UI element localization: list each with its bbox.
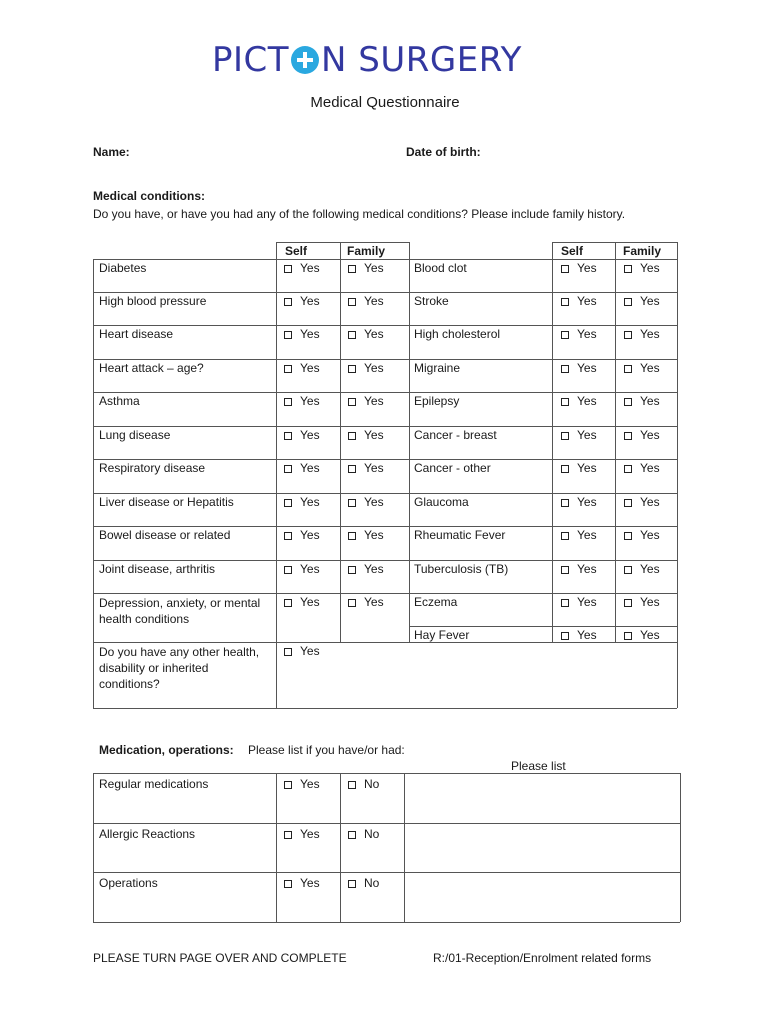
checkbox-icon[interactable] bbox=[561, 298, 569, 306]
checkbox-label: No bbox=[364, 876, 380, 890]
checkbox-icon[interactable] bbox=[284, 365, 292, 373]
yes-label: Yes bbox=[577, 495, 597, 509]
condition-label-right: Epilepsy bbox=[414, 394, 460, 408]
checkbox-icon[interactable] bbox=[284, 532, 292, 540]
checkbox-icon[interactable] bbox=[624, 432, 632, 440]
self-yes-checkbox-left[interactable] bbox=[284, 461, 320, 475]
yes-label: Yes bbox=[364, 595, 384, 609]
condition-label-right: Cancer - breast bbox=[414, 428, 497, 442]
medication-row-label: Allergic Reactions bbox=[99, 827, 196, 841]
self-yes-checkbox-left[interactable] bbox=[284, 428, 320, 442]
checkbox-icon[interactable] bbox=[348, 398, 356, 406]
table-rule bbox=[409, 242, 410, 642]
checkbox-icon[interactable] bbox=[284, 599, 292, 607]
checkbox-icon[interactable] bbox=[561, 632, 569, 640]
checkbox-label: Yes bbox=[300, 876, 320, 890]
yes-label: Yes bbox=[640, 394, 660, 408]
condition-label-right: Rheumatic Fever bbox=[414, 528, 506, 542]
logo-text-left: PICT bbox=[212, 40, 290, 80]
checkbox-icon[interactable] bbox=[561, 265, 569, 273]
checkbox-label: No bbox=[364, 827, 380, 841]
checkbox-icon[interactable] bbox=[561, 465, 569, 473]
checkbox-icon[interactable] bbox=[624, 566, 632, 574]
condition-label-left: High blood pressure bbox=[99, 294, 207, 308]
family-yes-checkbox-left[interactable] bbox=[348, 595, 384, 609]
checkbox-icon[interactable] bbox=[624, 465, 632, 473]
footer-right: R:/01-Reception/Enrolment related forms bbox=[433, 951, 652, 965]
condition-label-left: Heart disease bbox=[99, 327, 174, 341]
self-yes-checkbox-right[interactable] bbox=[561, 595, 597, 609]
table-rule bbox=[93, 526, 677, 527]
self-yes-checkbox-left[interactable] bbox=[284, 294, 320, 308]
condition-label-left: Diabetes bbox=[99, 261, 147, 275]
yes-label: Yes bbox=[640, 562, 660, 576]
yes-label: Yes bbox=[300, 394, 320, 408]
condition-label-right: Stroke bbox=[414, 294, 449, 308]
checkbox-icon[interactable] bbox=[561, 499, 569, 507]
checkbox-icon[interactable] bbox=[348, 499, 356, 507]
checkbox-icon[interactable] bbox=[561, 599, 569, 607]
family-yes-checkbox-left[interactable] bbox=[348, 428, 384, 442]
table-rule bbox=[276, 242, 409, 243]
medication-row-label: Regular medications bbox=[99, 777, 209, 791]
checkbox-icon[interactable] bbox=[624, 365, 632, 373]
self-yes-checkbox-left[interactable] bbox=[284, 595, 320, 609]
table-rule bbox=[276, 242, 277, 708]
table-rule bbox=[93, 359, 677, 360]
other-conditions-question: Do you have any other health, disability or inherited conditions? bbox=[99, 645, 260, 691]
table-rule bbox=[93, 259, 94, 708]
condition-label-left: Asthma bbox=[99, 394, 140, 408]
medication-yes-checkbox[interactable] bbox=[284, 777, 320, 791]
yes-label: Yes bbox=[364, 495, 384, 509]
yes-label: Yes bbox=[640, 327, 660, 341]
checkbox-icon[interactable] bbox=[561, 432, 569, 440]
yes-label: Yes bbox=[300, 644, 320, 658]
family-yes-checkbox-right[interactable] bbox=[624, 428, 660, 442]
family-yes-checkbox-left[interactable] bbox=[348, 327, 384, 341]
family-yes-checkbox-right[interactable] bbox=[624, 495, 660, 509]
checkbox-icon[interactable] bbox=[624, 331, 632, 339]
table-rule bbox=[552, 242, 553, 642]
self-yes-checkbox-right[interactable] bbox=[561, 394, 597, 408]
self-yes-checkbox-left[interactable] bbox=[284, 528, 320, 542]
checkbox-icon[interactable] bbox=[561, 398, 569, 406]
yes-label: Yes bbox=[300, 327, 320, 341]
yes-label: Yes bbox=[577, 461, 597, 475]
checkbox-icon[interactable] bbox=[624, 398, 632, 406]
checkbox-icon[interactable] bbox=[284, 432, 292, 440]
yes-label: Yes bbox=[300, 562, 320, 576]
yes-label: Yes bbox=[364, 294, 384, 308]
checkbox-icon[interactable] bbox=[348, 831, 356, 839]
medication-heading: Medication, operations: bbox=[99, 743, 234, 757]
family-yes-checkbox-right[interactable] bbox=[624, 361, 660, 375]
table-rule bbox=[680, 773, 681, 922]
condition-label-right: Blood clot bbox=[414, 261, 467, 275]
checkbox-icon[interactable] bbox=[561, 365, 569, 373]
yes-label: Yes bbox=[577, 361, 597, 375]
yes-label: Yes bbox=[640, 528, 660, 542]
self-yes-checkbox-left[interactable] bbox=[284, 394, 320, 408]
checkbox-icon[interactable] bbox=[284, 398, 292, 406]
self-yes-checkbox-right[interactable] bbox=[561, 294, 597, 308]
checkbox-icon[interactable] bbox=[284, 499, 292, 507]
self-yes-checkbox-right[interactable] bbox=[561, 528, 597, 542]
self-yes-checkbox-left[interactable] bbox=[284, 327, 320, 341]
checkbox-icon[interactable] bbox=[624, 499, 632, 507]
checkbox-icon[interactable] bbox=[348, 331, 356, 339]
condition-label-left: Lung disease bbox=[99, 428, 171, 442]
yes-label: Yes bbox=[640, 294, 660, 308]
checkbox-icon[interactable] bbox=[284, 298, 292, 306]
yes-label: Yes bbox=[577, 294, 597, 308]
yes-label: Yes bbox=[640, 595, 660, 609]
yes-label: Yes bbox=[577, 528, 597, 542]
checkbox-icon[interactable] bbox=[348, 781, 356, 789]
checkbox-icon[interactable] bbox=[561, 532, 569, 540]
yes-label: Yes bbox=[640, 361, 660, 375]
header-self-left: Self bbox=[285, 244, 308, 258]
checkbox-icon[interactable] bbox=[348, 532, 356, 540]
checkbox-icon[interactable] bbox=[561, 566, 569, 574]
table-rule bbox=[276, 773, 277, 922]
family-yes-checkbox-left[interactable] bbox=[348, 495, 384, 509]
table-rule bbox=[340, 242, 341, 642]
checkbox-icon[interactable] bbox=[624, 632, 632, 640]
yes-label: Yes bbox=[364, 528, 384, 542]
yes-label: Yes bbox=[364, 428, 384, 442]
table-rule bbox=[93, 593, 677, 594]
checkbox-icon[interactable] bbox=[624, 599, 632, 607]
checkbox-icon[interactable] bbox=[348, 880, 356, 888]
checkbox-icon[interactable] bbox=[284, 880, 292, 888]
family-yes-checkbox-right[interactable] bbox=[624, 461, 660, 475]
self-yes-checkbox-left[interactable] bbox=[284, 261, 320, 275]
condition-label-right: Eczema bbox=[414, 595, 458, 609]
medication-no-checkbox[interactable] bbox=[348, 827, 379, 841]
self-yes-checkbox-left[interactable] bbox=[284, 562, 320, 576]
checkbox-icon[interactable] bbox=[561, 331, 569, 339]
checkbox-label: Yes bbox=[300, 777, 320, 791]
condition-label-left: Heart attack – age? bbox=[99, 361, 204, 375]
family-yes-checkbox-right[interactable] bbox=[624, 595, 660, 609]
checkbox-icon[interactable] bbox=[284, 781, 292, 789]
yes-label: Yes bbox=[577, 595, 597, 609]
self-yes-checkbox-right[interactable] bbox=[561, 428, 597, 442]
self-yes-checkbox-right[interactable] bbox=[561, 628, 597, 642]
please-list-label: Please list bbox=[511, 759, 566, 773]
self-yes-checkbox-right[interactable] bbox=[561, 261, 597, 275]
please-list-field[interactable] bbox=[405, 873, 679, 922]
condition-label-left: Depression, anxiety, or mental health conditions bbox=[99, 596, 261, 626]
family-yes-checkbox-left[interactable] bbox=[348, 361, 384, 375]
table-rule bbox=[93, 259, 677, 260]
name-label: Name: bbox=[93, 145, 130, 159]
table-rule bbox=[93, 708, 677, 709]
family-yes-checkbox-right[interactable] bbox=[624, 394, 660, 408]
checkbox-icon[interactable] bbox=[348, 365, 356, 373]
self-yes-checkbox-right[interactable] bbox=[561, 461, 597, 475]
checkbox-icon[interactable] bbox=[624, 298, 632, 306]
checkbox-icon[interactable] bbox=[348, 465, 356, 473]
yes-label: Yes bbox=[364, 327, 384, 341]
condition-label-right: Tuberculosis (TB) bbox=[414, 562, 509, 576]
family-yes-checkbox-left[interactable] bbox=[348, 461, 384, 475]
checkbox-icon[interactable] bbox=[348, 432, 356, 440]
medication-yes-checkbox[interactable] bbox=[284, 827, 320, 841]
checkbox-icon[interactable] bbox=[348, 599, 356, 607]
condition-label-left: Bowel disease or related bbox=[99, 528, 231, 542]
checkbox-icon[interactable] bbox=[284, 331, 292, 339]
self-yes-checkbox-right[interactable] bbox=[561, 495, 597, 509]
table-rule bbox=[615, 242, 616, 642]
yes-label: Yes bbox=[640, 495, 660, 509]
yes-label: Yes bbox=[577, 562, 597, 576]
yes-label: Yes bbox=[640, 628, 660, 642]
yes-label: Yes bbox=[300, 261, 320, 275]
footer-left: PLEASE TURN PAGE OVER AND COMPLETE bbox=[93, 951, 347, 965]
yes-label: Yes bbox=[364, 261, 384, 275]
yes-label: Yes bbox=[300, 361, 320, 375]
family-yes-checkbox-right[interactable] bbox=[624, 261, 660, 275]
condition-label-left: Joint disease, arthritis bbox=[99, 562, 216, 576]
self-yes-checkbox-right[interactable] bbox=[561, 361, 597, 375]
yes-label: Yes bbox=[577, 428, 597, 442]
self-yes-checkbox-left[interactable] bbox=[284, 361, 320, 375]
medical-cross-icon bbox=[291, 46, 319, 74]
medication-no-checkbox[interactable] bbox=[348, 777, 379, 791]
yes-label: Yes bbox=[640, 461, 660, 475]
table-rule bbox=[93, 459, 677, 460]
self-yes-checkbox-right[interactable] bbox=[561, 327, 597, 341]
yes-label: Yes bbox=[364, 394, 384, 408]
checkbox-icon[interactable] bbox=[284, 465, 292, 473]
page-title: Medical Questionnaire bbox=[310, 94, 460, 111]
checkbox-icon[interactable] bbox=[348, 298, 356, 306]
yes-label: Yes bbox=[577, 628, 597, 642]
other-conditions-yes-checkbox[interactable] bbox=[284, 644, 320, 658]
table-rule bbox=[93, 292, 677, 293]
yes-label: Yes bbox=[364, 562, 384, 576]
checkbox-icon[interactable] bbox=[348, 566, 356, 574]
table-rule bbox=[340, 773, 341, 922]
checkbox-icon[interactable] bbox=[284, 648, 292, 656]
medication-row-label: Operations bbox=[99, 876, 158, 890]
condition-label-left: Liver disease or Hepatitis bbox=[99, 495, 234, 509]
table-rule bbox=[93, 325, 677, 326]
condition-label-right: Migraine bbox=[414, 361, 461, 375]
table-rule bbox=[93, 560, 677, 561]
yes-label: Yes bbox=[300, 461, 320, 475]
condition-label-right: Cancer - other bbox=[414, 461, 491, 475]
yes-label: Yes bbox=[640, 428, 660, 442]
condition-label-right: High cholesterol bbox=[414, 327, 501, 341]
checkbox-icon[interactable] bbox=[348, 265, 356, 273]
family-yes-checkbox-left[interactable] bbox=[348, 394, 384, 408]
yes-label: Yes bbox=[577, 261, 597, 275]
header-self-right: Self bbox=[561, 244, 584, 258]
family-yes-checkbox-left[interactable] bbox=[348, 294, 384, 308]
condition-label-left: Respiratory disease bbox=[99, 461, 206, 475]
checkbox-icon[interactable] bbox=[624, 532, 632, 540]
table-rule bbox=[93, 922, 680, 923]
condition-label-right: Hay Fever bbox=[414, 628, 470, 642]
family-yes-checkbox-right[interactable] bbox=[624, 528, 660, 542]
checkbox-icon[interactable] bbox=[284, 566, 292, 574]
header-family-left: Family bbox=[347, 244, 386, 258]
table-rule bbox=[93, 493, 677, 494]
family-yes-checkbox-left[interactable] bbox=[348, 562, 384, 576]
yes-label: Yes bbox=[577, 394, 597, 408]
family-yes-checkbox-left[interactable] bbox=[348, 261, 384, 275]
yes-label: Yes bbox=[300, 595, 320, 609]
medication-no-checkbox[interactable] bbox=[348, 876, 379, 890]
picton-surgery-logo bbox=[212, 40, 558, 80]
checkbox-label: No bbox=[364, 777, 380, 791]
checkbox-icon[interactable] bbox=[284, 831, 292, 839]
family-yes-checkbox-right[interactable] bbox=[624, 327, 660, 341]
family-yes-checkbox-right[interactable] bbox=[624, 562, 660, 576]
self-yes-checkbox-left[interactable] bbox=[284, 495, 320, 509]
dob-label: Date of birth: bbox=[406, 145, 481, 159]
yes-label: Yes bbox=[300, 428, 320, 442]
conditions-heading: Medical conditions: bbox=[93, 189, 206, 203]
yes-label: Yes bbox=[300, 528, 320, 542]
checkbox-label: Yes bbox=[300, 827, 320, 841]
self-yes-checkbox-right[interactable] bbox=[561, 562, 597, 576]
table-rule bbox=[677, 242, 678, 708]
yes-label: Yes bbox=[577, 327, 597, 341]
yes-label: Yes bbox=[364, 361, 384, 375]
table-rule bbox=[93, 642, 677, 643]
header-family-right: Family bbox=[623, 244, 662, 258]
condition-label-right: Glaucoma bbox=[414, 495, 469, 509]
medication-yes-checkbox[interactable] bbox=[284, 876, 320, 890]
medication-instruction: Please list if you have/or had: bbox=[248, 743, 405, 757]
family-yes-checkbox-left[interactable] bbox=[348, 528, 384, 542]
please-list-field[interactable] bbox=[405, 774, 679, 823]
checkbox-icon[interactable] bbox=[284, 265, 292, 273]
checkbox-icon[interactable] bbox=[624, 265, 632, 273]
please-list-field[interactable] bbox=[405, 824, 679, 872]
table-rule bbox=[93, 392, 677, 393]
table-rule bbox=[93, 773, 94, 922]
table-rule bbox=[409, 626, 677, 627]
yes-label: Yes bbox=[300, 294, 320, 308]
family-yes-checkbox-right[interactable] bbox=[624, 294, 660, 308]
table-rule bbox=[93, 426, 677, 427]
logo-text-right: N SURGERY bbox=[321, 40, 522, 80]
family-yes-checkbox-right[interactable] bbox=[624, 628, 660, 642]
yes-label: Yes bbox=[364, 461, 384, 475]
yes-label: Yes bbox=[300, 495, 320, 509]
yes-label: Yes bbox=[640, 261, 660, 275]
conditions-instruction: Do you have, or have you had any of the following medical conditions? Please include family history. bbox=[93, 207, 626, 221]
